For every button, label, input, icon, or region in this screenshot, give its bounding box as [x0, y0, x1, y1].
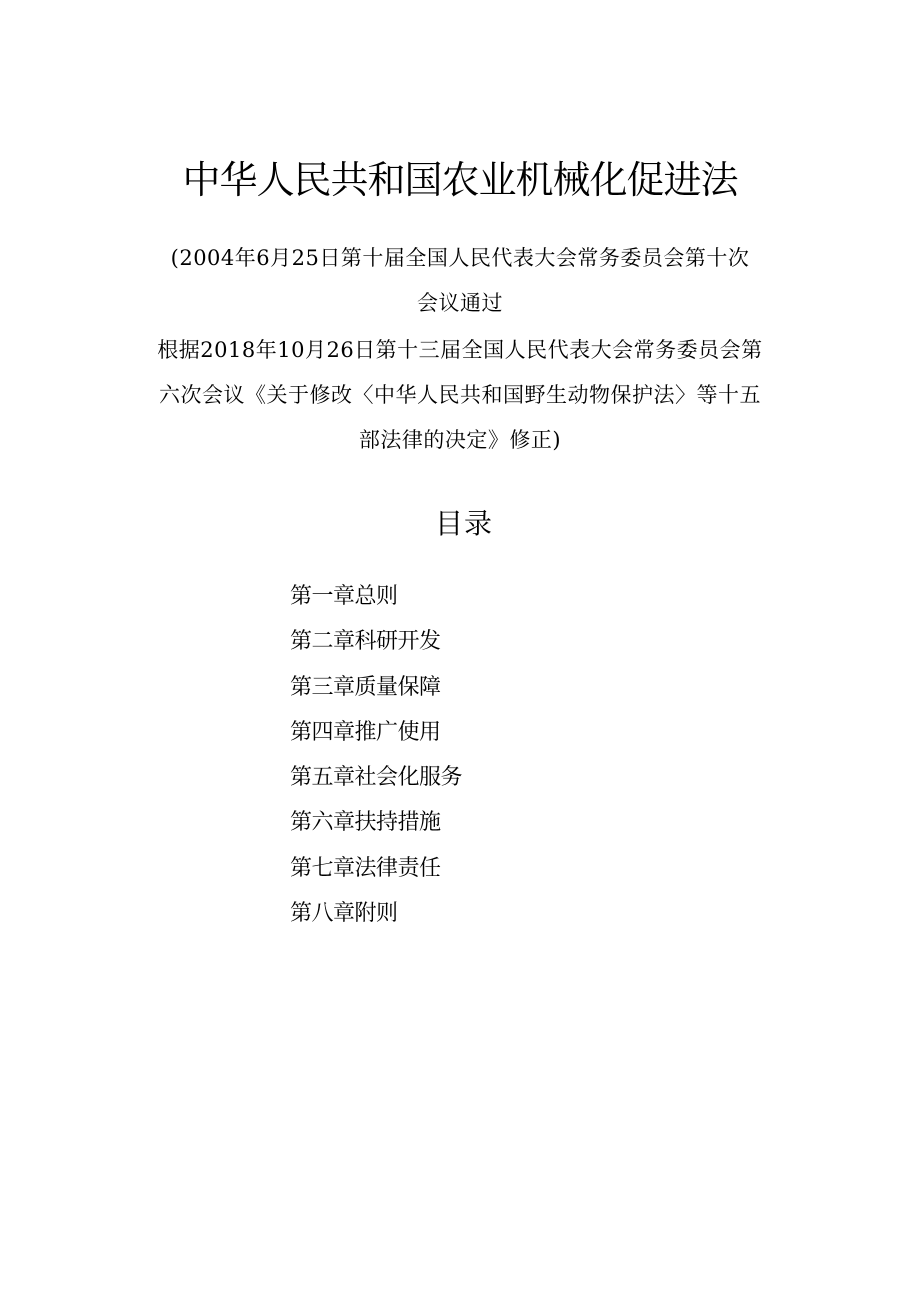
- table-of-contents: [290, 574, 462, 936]
- toc-item-chapter-6: 第六章扶持措施: [290, 810, 441, 836]
- toc-item-chapter-5: 第五章社会化服务: [290, 765, 463, 791]
- toc-item-chapter-4: 第四章推广使用: [290, 719, 441, 745]
- toc-item-chapter-1: 第一章总则: [290, 584, 398, 609]
- preamble-line-5: 部法律的决定》修正): [358, 428, 562, 452]
- toc-item-chapter-3: 第三章质量保障: [290, 674, 441, 700]
- document-title: 中华人民共和国农业机械化促进法: [182, 158, 738, 202]
- toc-heading: 目录: [434, 507, 493, 540]
- preamble-line-4: 六次会议《关于修改〈中华人民共和国野生动物保护法〉等十五: [159, 383, 761, 407]
- preamble-line-2: 会议通过: [417, 291, 503, 315]
- toc-item-chapter-8: 第八章附则: [290, 901, 398, 927]
- preamble-line-3: 根据2018年10月26日第十三届全国人民代表大会常务委员会第: [157, 338, 763, 362]
- toc-item-chapter-7: 第七章法律责任: [290, 855, 441, 881]
- toc-item-chapter-2: 第二章科研开发: [290, 629, 441, 655]
- preamble-line-1: (2004年6月25日第十届全国人民代表大会常务委员会第十次: [170, 246, 750, 270]
